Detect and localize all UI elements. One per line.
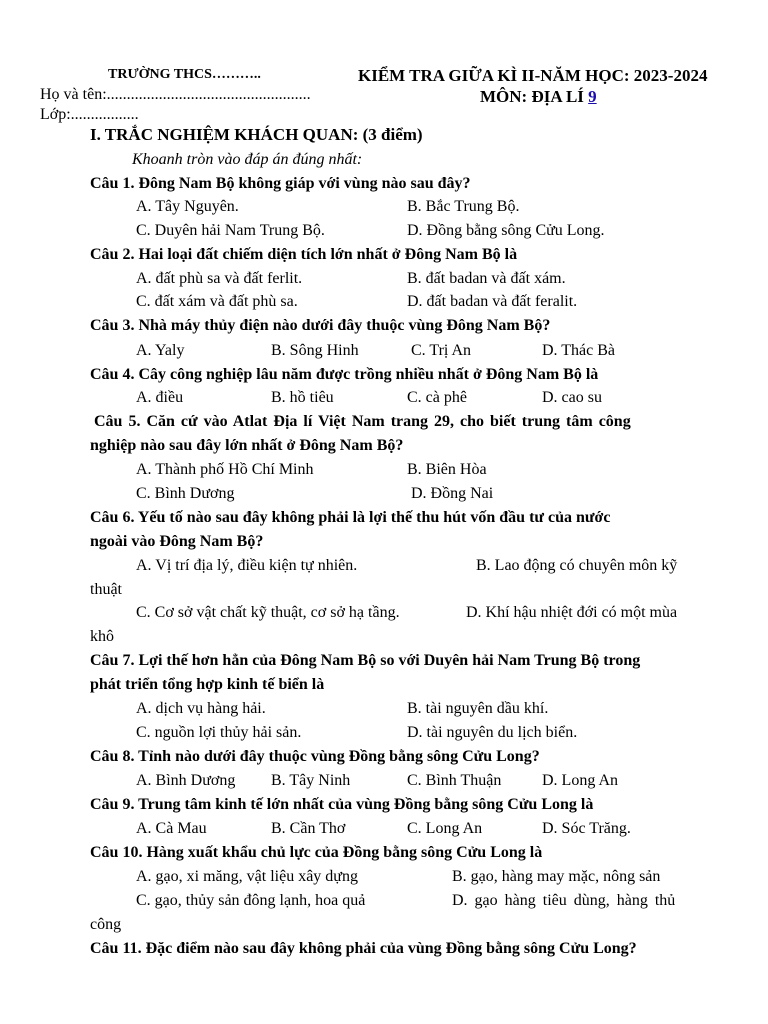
question-2: Câu 2. Hai loại đất chiếm diện tích lớn nhất ở Đông Nam Bộ là — [90, 246, 518, 263]
q10-option-d-line-1[interactable]: D. gạo hàng tiêu dùng, hàng thủ — [452, 892, 676, 909]
q6-option-b-line-2[interactable]: thuật — [90, 581, 122, 598]
question-9: Câu 9. Trung tâm kinh tế lớn nhất của vùng Đồng bằng sông Cửu Long là — [90, 796, 594, 813]
q10-option-c[interactable]: C. gạo, thủy sản đông lạnh, hoa quả — [136, 892, 366, 909]
q4-option-d[interactable]: D. cao su — [542, 389, 602, 406]
question-4: Câu 4. Cây công nghiệp lâu năm được trồng nhiều nhất ở Đông Nam Bộ là — [90, 366, 599, 383]
subject-line — [480, 86, 597, 108]
question-11: Câu 11. Đặc điểm nào sau đây không phải của vùng Đồng bằng sông Cửu Long? — [90, 940, 637, 957]
q6-option-d-line-2[interactable]: khô — [90, 628, 114, 645]
student-name-field: Họ và tên:................................................... — [40, 86, 311, 103]
q9-option-d[interactable]: D. Sóc Trăng. — [542, 820, 631, 837]
question-5-line-1: Câu 5. Căn cứ vào Atlat Địa lí Việt Nam trang 29, cho biết trung tâm công — [94, 413, 631, 430]
subject-label: MÔN: ĐỊA LÍ — [480, 87, 589, 106]
q2-option-a[interactable]: A. đất phù sa và đất ferlit. — [136, 270, 303, 287]
q3-option-c[interactable]: C. Trị An — [411, 342, 472, 359]
question-7-line-1: Câu 7. Lợi thế hơn hẳn của Đông Nam Bộ so với Duyên hải Nam Trung Bộ trong — [90, 652, 641, 669]
q7-option-b[interactable]: B. tài nguyên dầu khí. — [407, 700, 549, 717]
q10-option-d-line-2[interactable]: công — [90, 916, 122, 933]
q8-option-b[interactable]: B. Tây Ninh — [271, 772, 351, 789]
question-1: Câu 1. Đông Nam Bộ không giáp với vùng nào sau đây? — [90, 175, 471, 192]
q6-option-b-line-1[interactable]: B. Lao động có chuyên môn kỹ — [476, 557, 678, 574]
q1-option-a[interactable]: A. Tây Nguyên. — [136, 198, 239, 215]
school-name: TRƯỜNG THCS……….. — [108, 67, 261, 82]
q5-option-b[interactable]: B. Biên Hòa — [407, 461, 487, 478]
question-8: Câu 8. Tỉnh nào dưới đây thuộc vùng Đồng bằng sông Cửu Long? — [90, 748, 540, 765]
question-3: Câu 3. Nhà máy thủy điện nào dưới đây thuộc vùng Đông Nam Bộ? — [90, 317, 551, 334]
q8-option-d[interactable]: D. Long An — [542, 772, 618, 789]
section-title: I. TRẮC NGHIỆM KHÁCH QUAN: (3 điểm) — [90, 125, 423, 144]
q5-option-d[interactable]: D. Đồng Nai — [411, 485, 494, 502]
exam-title: KIỂM TRA GIỮA KÌ II-NĂM HỌC: 2023-2024 — [358, 66, 708, 85]
q4-option-b[interactable]: B. hồ tiêu — [271, 389, 334, 406]
q5-option-c[interactable]: C. Bình Dương — [136, 485, 235, 502]
q3-option-d[interactable]: D. Thác Bà — [542, 342, 616, 359]
q1-option-d[interactable]: D. Đồng bằng sông Cửu Long. — [407, 222, 605, 239]
question-7-line-2: phát triển tổng hợp kinh tế biển là — [90, 676, 325, 693]
q1-option-b[interactable]: B. Bắc Trung Bộ. — [407, 198, 520, 215]
q10-option-b[interactable]: B. gạo, hàng may mặc, nông sản — [452, 868, 661, 885]
q9-option-c[interactable]: C. Long An — [407, 820, 483, 837]
q9-option-b[interactable]: B. Cần Thơ — [271, 820, 346, 837]
grade-link[interactable]: 9 — [588, 87, 597, 106]
q10-option-a[interactable]: A. gạo, xi măng, vật liệu xây dựng — [136, 868, 358, 885]
q3-option-b[interactable]: B. Sông Hinh — [271, 342, 359, 359]
q7-option-d[interactable]: D. tài nguyên du lịch biển. — [407, 724, 578, 741]
q2-option-b[interactable]: B. đất badan và đất xám. — [407, 270, 566, 287]
instruction-text: Khoanh tròn vào đáp án đúng nhất: — [132, 151, 363, 168]
q6-option-c[interactable]: C. Cơ sở vật chất kỹ thuật, cơ sở hạ tầng. — [136, 604, 400, 621]
q6-option-a[interactable]: A. Vị trí địa lý, điều kiện tự nhiên. — [136, 557, 358, 574]
q4-option-c[interactable]: C. cà phê — [407, 389, 467, 406]
q9-option-a[interactable]: A. Cà Mau — [136, 820, 207, 837]
q2-option-c[interactable]: C. đất xám và đất phù sa. — [136, 293, 298, 310]
class-field: Lớp:................. — [40, 106, 139, 123]
q7-option-a[interactable]: A. dịch vụ hàng hải. — [136, 700, 266, 717]
question-6-line-1: Câu 6. Yếu tố nào sau đây không phải là lợi thế thu hút vốn đầu tư của nước — [90, 509, 611, 526]
q1-option-c[interactable]: C. Duyên hải Nam Trung Bộ. — [136, 222, 325, 239]
q6-option-d-line-1[interactable]: D. Khí hậu nhiệt đới có một mùa — [466, 604, 678, 621]
q3-option-a[interactable]: A. Yaly — [136, 342, 185, 359]
question-6-line-2: ngoài vào Đông Nam Bộ? — [90, 533, 264, 550]
q2-option-d[interactable]: D. đất badan và đất feralit. — [407, 293, 578, 310]
question-5-line-2: nghiệp nào sau đây lớn nhất ở Đông Nam Bộ? — [90, 437, 404, 454]
q8-option-a[interactable]: A. Bình Dương — [136, 772, 236, 789]
question-10: Câu 10. Hàng xuất khẩu chủ lực của Đồng bằng sông Cửu Long là — [90, 844, 543, 861]
q4-option-a[interactable]: A. điều — [136, 389, 184, 406]
q5-option-a[interactable]: A. Thành phố Hồ Chí Minh — [136, 461, 314, 478]
q8-option-c[interactable]: C. Bình Thuận — [407, 772, 502, 789]
q7-option-c[interactable]: C. nguồn lợi thủy hải sản. — [136, 724, 302, 741]
